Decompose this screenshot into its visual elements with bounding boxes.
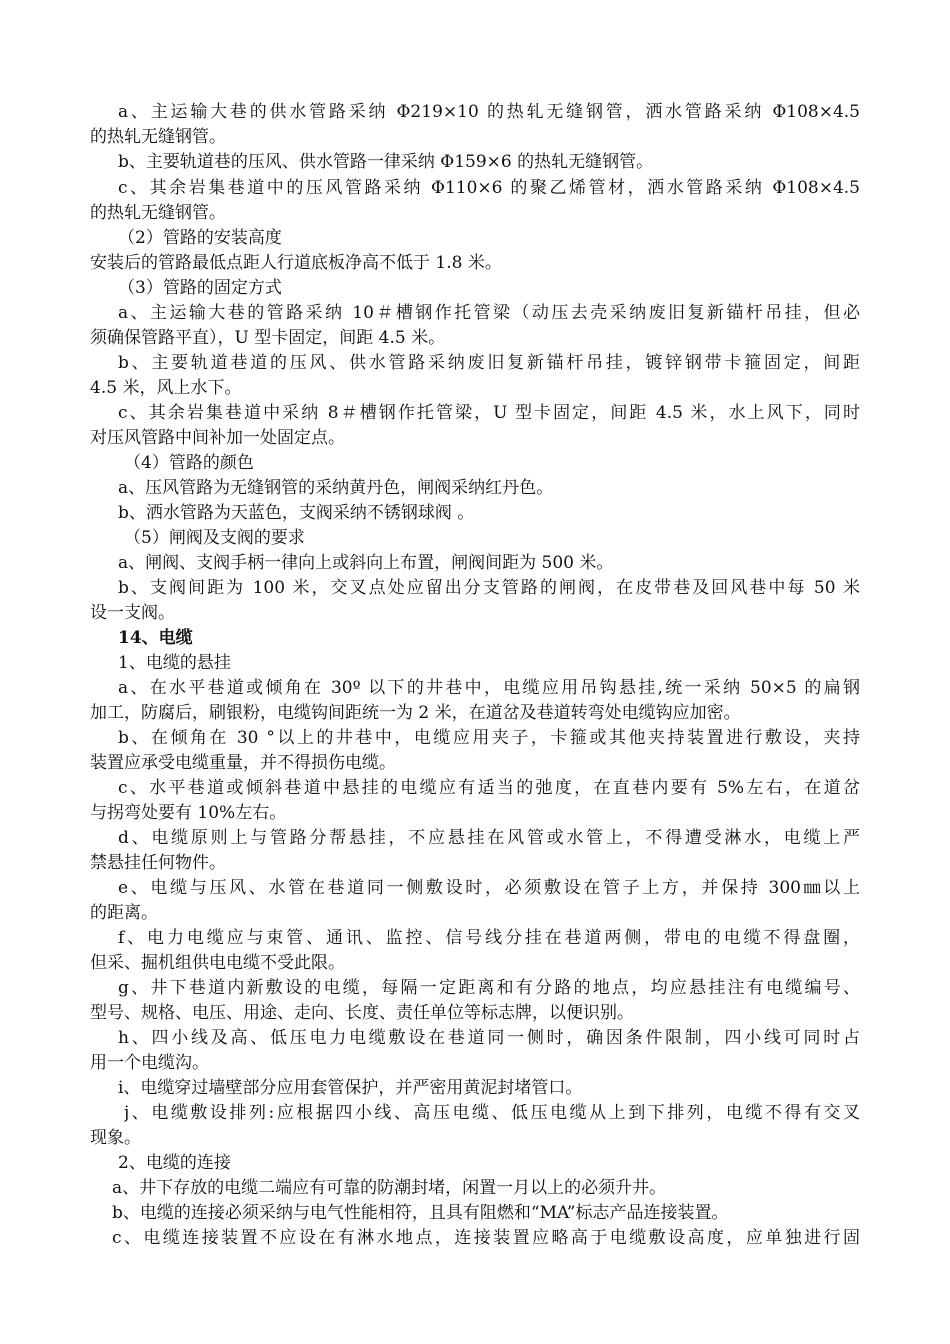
text-line: c、其余岩集巷道中的压风管路采纳 Φ110×6 的聚乙烯管材，洒水管路采纳 Φ108×4.5 [118, 178, 860, 198]
text-line: 的距离。 [90, 903, 158, 923]
text-line: 禁悬挂任何物件。 [90, 853, 226, 873]
text-line: i、电缆穿过墙壁部分应用套管保护，并严密用黄泥封堵管口。 [118, 1078, 583, 1098]
text-line: f、电力电缆应与束管、通讯、监控、信号线分挂在巷道两侧，带电的电缆不得盘圈， [118, 928, 860, 948]
text-line: b、在倾角在 30 °以上的井巷中，电缆应用夹子，卡箍或其他夹持装置进行敷设，夹持 [118, 728, 860, 748]
section-heading: （3）管路的固定方式 [118, 278, 282, 298]
text-line: 对压风管路中间补加一处固定点。 [90, 428, 345, 448]
text-line: 须确保管路平直），U 型卡固定，间距 4.5 米。 [90, 328, 446, 348]
section-heading: 2、电缆的连接 [118, 1153, 231, 1173]
text-line: 的热轧无缝钢管。 [90, 127, 226, 147]
text-line: a、闸阀、支阀手柄一律向上或斜向上布置，闸阀间距为 500 米。 [118, 553, 614, 573]
text-line: 安装后的管路最低点距人行道底板净高不低于 1.8 米。 [90, 253, 502, 273]
section-heading: （5）闸阀及支阀的要求 [124, 528, 305, 548]
text-line: c、水平巷道或倾斜巷道中悬挂的电缆应有适当的弛度，在直巷内要有 5%左右，在道岔 [118, 778, 860, 798]
text-line: j、电缆敷设排列:应根据四小线、高压电缆、低压电缆从上到下排列，电缆不得有交叉 [124, 1103, 860, 1123]
text-line: b、主要轨道巷的压风、供水管路一律采纳 Φ159×6 的热轧无缝钢管。 [118, 152, 654, 172]
text-line: a、井下存放的电缆二端应有可靠的防潮封堵，闲置一月以上的必须升井。 [112, 1178, 667, 1198]
text-line: b、电缆的连接必须采纳与电气性能相符，且具有阻燃和“MA”标志产品连接装置。 [112, 1203, 729, 1223]
text-line: 加工，防腐后，刷银粉，电缆钩间距统一为 2 米，在道岔及巷道转弯处电缆钩应加密。 [90, 703, 741, 723]
text-line: 装置应承受电缆重量，并不得损伤电缆。 [90, 753, 396, 773]
section-heading: 1、电缆的悬挂 [118, 653, 231, 673]
text-line: 但采、掘机组供电电缆不受此限。 [90, 953, 345, 973]
text-line: 型号、规格、电压、用途、走向、长度、责任单位等标志牌，以便识别。 [90, 1003, 634, 1023]
text-line: c、电缆连接装置不应设在有淋水地点，连接装置应略高于电缆敷设高度，应单独进行固 [112, 1228, 860, 1248]
section-heading: （2）管路的安装高度 [118, 228, 282, 248]
text-line: g、井下巷道内新敷设的电缆，每隔一定距离和有分路的地点，均应悬挂注有电缆编号、 [118, 978, 860, 998]
text-line: b、主要轨道巷道的压风、供水管路采纳废旧复新锚杆吊挂，镀锌钢带卡箍固定，间距 [118, 353, 860, 373]
chapter-heading: 14、电缆 [118, 628, 193, 648]
text-line: h、四小线及高、低压电力电缆敷设在巷道同一侧时，确因条件限制，四小线可同时占 [118, 1028, 860, 1048]
text-line: b、支阀间距为 100 米，交叉点处应留出分支管路的闸阀，在皮带巷及回风巷中每 50 米 [118, 578, 860, 598]
text-line: e、电缆与压风、水管在巷道同一侧敷设时，必须敷设在管子上方，并保持 300㎜以上 [118, 878, 860, 898]
text-line: a、压风管路为无缝钢管的采纳黄丹色，闸阀采纳红丹色。 [118, 478, 554, 498]
text-line: c、其余岩集巷道中采纳 8＃槽钢作托管梁，U 型卡固定，间距 4.5 米，水上风下，同时 [118, 403, 860, 423]
text-line: 用一个电缆沟。 [90, 1053, 209, 1073]
text-line: a、在水平巷道或倾角在 30º 以下的井巷中，电缆应用吊钩悬挂,统一采纳 50×5 的扁钢 [118, 678, 860, 698]
section-heading: （4）管路的颜色 [124, 453, 254, 473]
text-line: 的热轧无缝钢管。 [90, 203, 226, 223]
text-line: 与拐弯处要有 10%左右。 [90, 803, 287, 823]
text-line: a、主运输大巷的供水管路采纳 Φ219×10 的热轧无缝钢管，洒水管路采纳 Φ108×4.5 [118, 102, 860, 122]
text-line: b、洒水管路为天蓝色，支阀采纳不锈钢球阀 。 [118, 503, 475, 523]
text-line: d、电缆原则上与管路分帮悬挂，不应悬挂在风管或水管上，不得遭受淋水，电缆上严 [118, 828, 860, 848]
text-line: a、主运输大巷的管路采纳 10＃槽钢作托管梁（动压去壳采纳废旧复新锚杆吊挂，但必 [118, 303, 860, 323]
text-line: 4.5 米，风上水下。 [90, 378, 242, 398]
text-line: 设一支阀。 [90, 603, 175, 623]
text-line: 现象。 [90, 1128, 141, 1148]
